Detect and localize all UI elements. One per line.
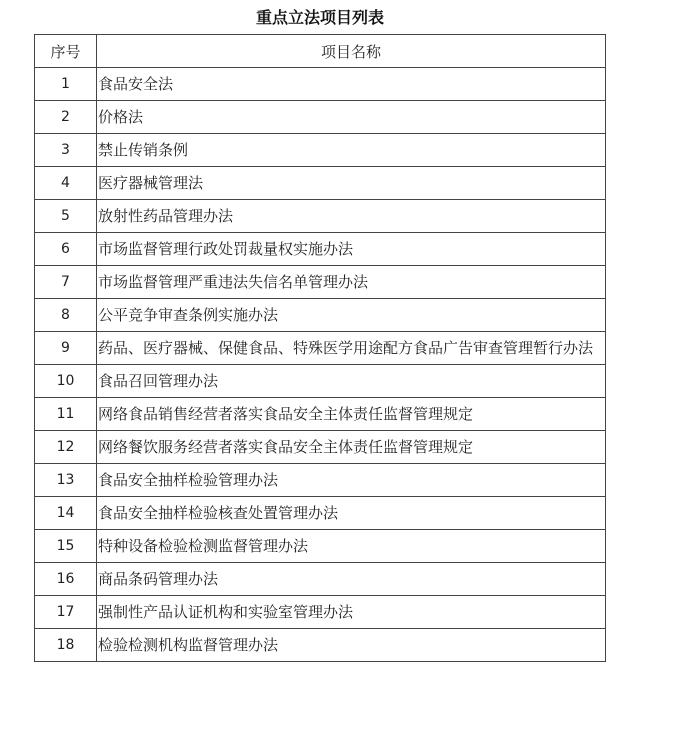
table-row xyxy=(35,563,606,596)
table-row xyxy=(35,596,606,629)
row-number: 17 xyxy=(35,596,97,629)
project-name: 网络餐饮服务经营者落实食品安全主体责任监督管理规定 xyxy=(97,431,606,464)
row-number: 18 xyxy=(35,629,97,662)
project-name: 食品安全抽样检验核查处置管理办法 xyxy=(97,497,606,530)
table-row xyxy=(35,233,606,266)
table-row xyxy=(35,200,606,233)
header-row xyxy=(35,35,606,68)
table-row xyxy=(35,464,606,497)
project-name: 强制性产品认证机构和实验室管理办法 xyxy=(97,596,606,629)
table-row xyxy=(35,68,606,101)
project-name: 价格法 xyxy=(97,101,606,134)
row-number: 10 xyxy=(35,365,97,398)
row-number: 2 xyxy=(35,101,97,134)
project-name: 商品条码管理办法 xyxy=(97,563,606,596)
table-row xyxy=(35,101,606,134)
table-row xyxy=(35,299,606,332)
project-name: 特种设备检验检测监督管理办法 xyxy=(97,530,606,563)
project-name: 医疗器械管理法 xyxy=(97,167,606,200)
header-number: 序号 xyxy=(35,35,97,68)
project-name: 市场监督管理行政处罚裁量权实施办法 xyxy=(97,233,606,266)
table-row xyxy=(35,398,606,431)
table-row xyxy=(35,134,606,167)
row-number: 4 xyxy=(35,167,97,200)
row-number: 12 xyxy=(35,431,97,464)
project-name: 网络食品销售经营者落实食品安全主体责任监督管理规定 xyxy=(97,398,606,431)
table-title: 重点立法项目列表 xyxy=(255,8,384,27)
table-row xyxy=(35,167,606,200)
project-name: 食品召回管理办法 xyxy=(97,365,606,398)
row-number: 16 xyxy=(35,563,97,596)
row-number: 8 xyxy=(35,299,97,332)
project-name: 公平竞争审查条例实施办法 xyxy=(97,299,606,332)
project-name: 药品、医疗器械、保健食品、特殊医学用途配方食品广告审查管理暂行办法 xyxy=(97,332,606,365)
row-number: 1 xyxy=(35,68,97,101)
table-row xyxy=(35,629,606,662)
project-name: 检验检测机构监督管理办法 xyxy=(97,629,606,662)
project-name: 食品安全法 xyxy=(97,68,606,101)
header-project-name: 项目名称 xyxy=(97,35,606,68)
row-number: 14 xyxy=(35,497,97,530)
project-name: 禁止传销条例 xyxy=(97,134,606,167)
row-number: 13 xyxy=(35,464,97,497)
table-row xyxy=(35,497,606,530)
table-row xyxy=(35,332,606,365)
table-row xyxy=(35,431,606,464)
row-number: 9 xyxy=(35,332,97,365)
row-number: 6 xyxy=(35,233,97,266)
project-name: 放射性药品管理办法 xyxy=(97,200,606,233)
row-number: 5 xyxy=(35,200,97,233)
project-name: 食品安全抽样检验管理办法 xyxy=(97,464,606,497)
row-number: 3 xyxy=(35,134,97,167)
row-number: 15 xyxy=(35,530,97,563)
table-row xyxy=(35,266,606,299)
table-row xyxy=(35,365,606,398)
row-number: 11 xyxy=(35,398,97,431)
legislation-table xyxy=(34,34,606,662)
project-name: 市场监督管理严重违法失信名单管理办法 xyxy=(97,266,606,299)
row-number: 7 xyxy=(35,266,97,299)
table-row xyxy=(35,530,606,563)
